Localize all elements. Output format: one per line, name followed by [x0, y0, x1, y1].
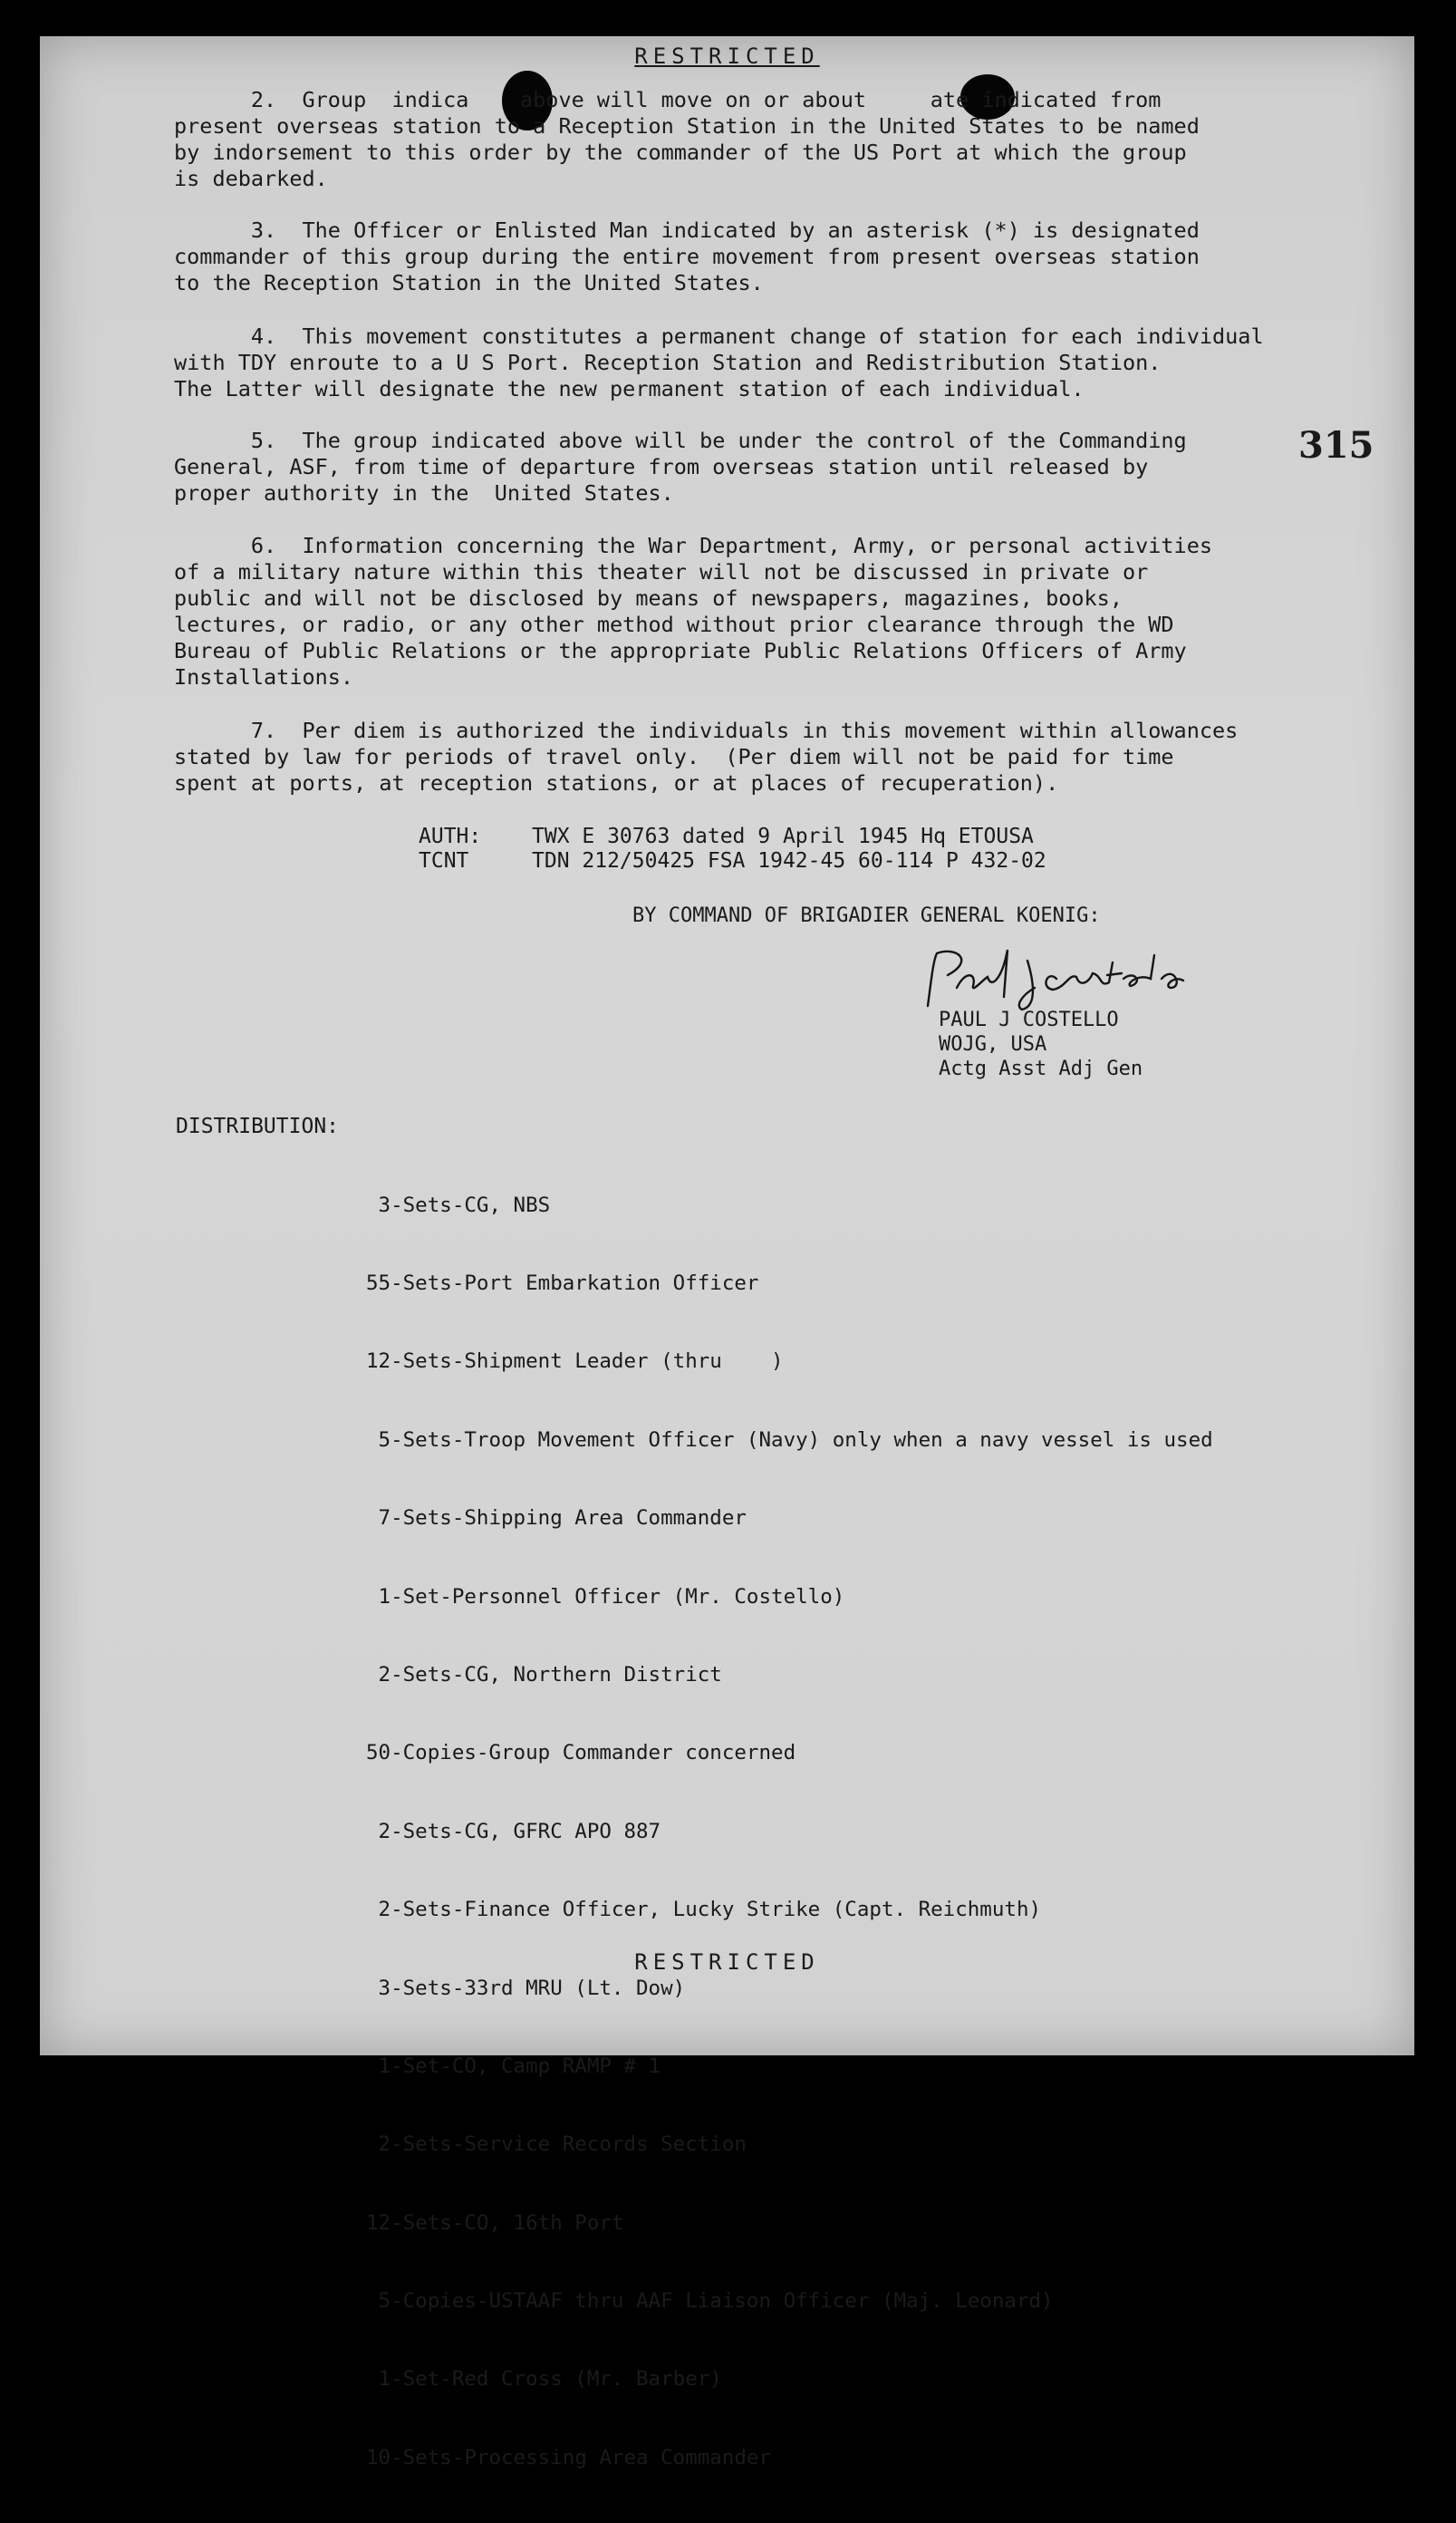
document-page — [40, 36, 1414, 2470]
list-item: 2-Sets-CG, GFRC APO 887 — [366, 1819, 661, 1843]
distribution-label: DISTRIBUTION: — [176, 1115, 340, 1138]
distribution-list — [366, 1140, 1213, 2523]
paragraph-5: 5. The group indicated above will be under the control of the Commanding General, ASF, from time of departure from overseas station until released by proper authority in the United States. — [174, 428, 1187, 506]
auth-value: TWX E 30763 dated 9 April 1945 Hq ETOUSA — [532, 825, 1034, 848]
list-item: 1-Set-Personnel Officer (Mr. Costello) — [366, 1584, 845, 1609]
handwritten-signature — [921, 942, 1247, 1015]
paragraph-4: 4. This movement constitutes a permanent change of station for each individual with TDY enroute to a U S Port. Reception Station and Redistribution Station. The Latter will designate the new permanent station of each individual. — [174, 324, 1264, 401]
list-item: 2-Sets-Finance Officer, Lucky Strike (Capt. Reichmuth) — [366, 1898, 1042, 1922]
list-item: 3-Sets-CG, NBS — [366, 1193, 551, 1217]
tcnt-value: TDN 212/50425 FSA 1942-45 60-114 P 432-02 — [532, 849, 1046, 873]
command-line: BY COMMAND OF BRIGADIER GENERAL KOENIG: — [632, 904, 1101, 927]
list-item: 2-Sets-CG, Northern District — [366, 1662, 722, 1687]
list-item: 3-Sets-33rd MRU (Lt. Dow) — [366, 1976, 686, 2000]
signer-title: Actg Asst Adj Gen — [939, 1058, 1143, 1080]
paragraph-7: 7. Per diem is authorized the individuals in this movement within allowances stated by law for periods of travel only. (Per diem will not be paid for time spent at ports, at reception stations, or at places of recuperation). — [174, 718, 1239, 796]
paragraph-3: 3. The Officer or Enlisted Man indicated by an asterisk (*) is designated commander of this group during the entire movement from present overseas station to the Reception Station in the United States. — [174, 218, 1200, 295]
authority-block — [419, 825, 1046, 874]
paragraph-6: 6. Information concerning the War Department, Army, or personal activities of a military nature within this theater will not be discussed in private or public and will not be disclosed by means of newspapers, magazines, books, lectures, or radio, or any other method without prior clearance through the WD Bureau of Public Relations or the appropriate Public Relations Officers of Army Installations. — [174, 533, 1213, 690]
signer-name: PAUL J COSTELLO — [939, 1009, 1119, 1031]
list-item: 1-Set-Red Cross (Mr. Barber) — [366, 2367, 722, 2392]
list-item: 10-Sets-Processing Area Commander — [366, 2445, 772, 2470]
list-item: 5-Copies-USTAAF thru AAF Liaison Officer (Maj. Leonard) — [366, 2289, 1054, 2314]
paragraph-2: 2. Group indica above will move on or about ate indicated from present overseas station to a Reception Station in the United States to be named by indorsement to this order by the commander of the US Port at which the group is debarked. — [174, 87, 1200, 191]
list-item: 5-Sets-Troop Movement Officer (Navy) only when a navy vessel is used — [366, 1427, 1213, 1452]
list-item: 7-Sets-Shipping Area Commander — [366, 1506, 747, 1531]
auth-label: AUTH: — [419, 825, 482, 848]
list-item: 1-Set-CO, Camp RAMP # 1 — [366, 2054, 661, 2078]
list-item: 2-Sets-Service Records Section — [366, 2132, 747, 2157]
list-item: 12-Sets-Shipment Leader (thru ) — [366, 1349, 784, 1374]
restricted-header: RESTRICTED — [634, 44, 820, 69]
tcnt-label: TCNT — [419, 849, 469, 873]
list-item: 12-Sets-CO, 16th Port — [366, 2210, 624, 2235]
list-item: 55-Sets-Port Embarkation Officer — [366, 1271, 759, 1295]
page-number-stamp: 315 — [1298, 424, 1374, 467]
restricted-footer: RESTRICTED — [634, 1949, 820, 1975]
signature-block — [921, 942, 1301, 1097]
list-item: 50-Copies-Group Commander concerned — [366, 1741, 796, 1765]
signer-rank: WOJG, USA — [939, 1033, 1047, 1056]
